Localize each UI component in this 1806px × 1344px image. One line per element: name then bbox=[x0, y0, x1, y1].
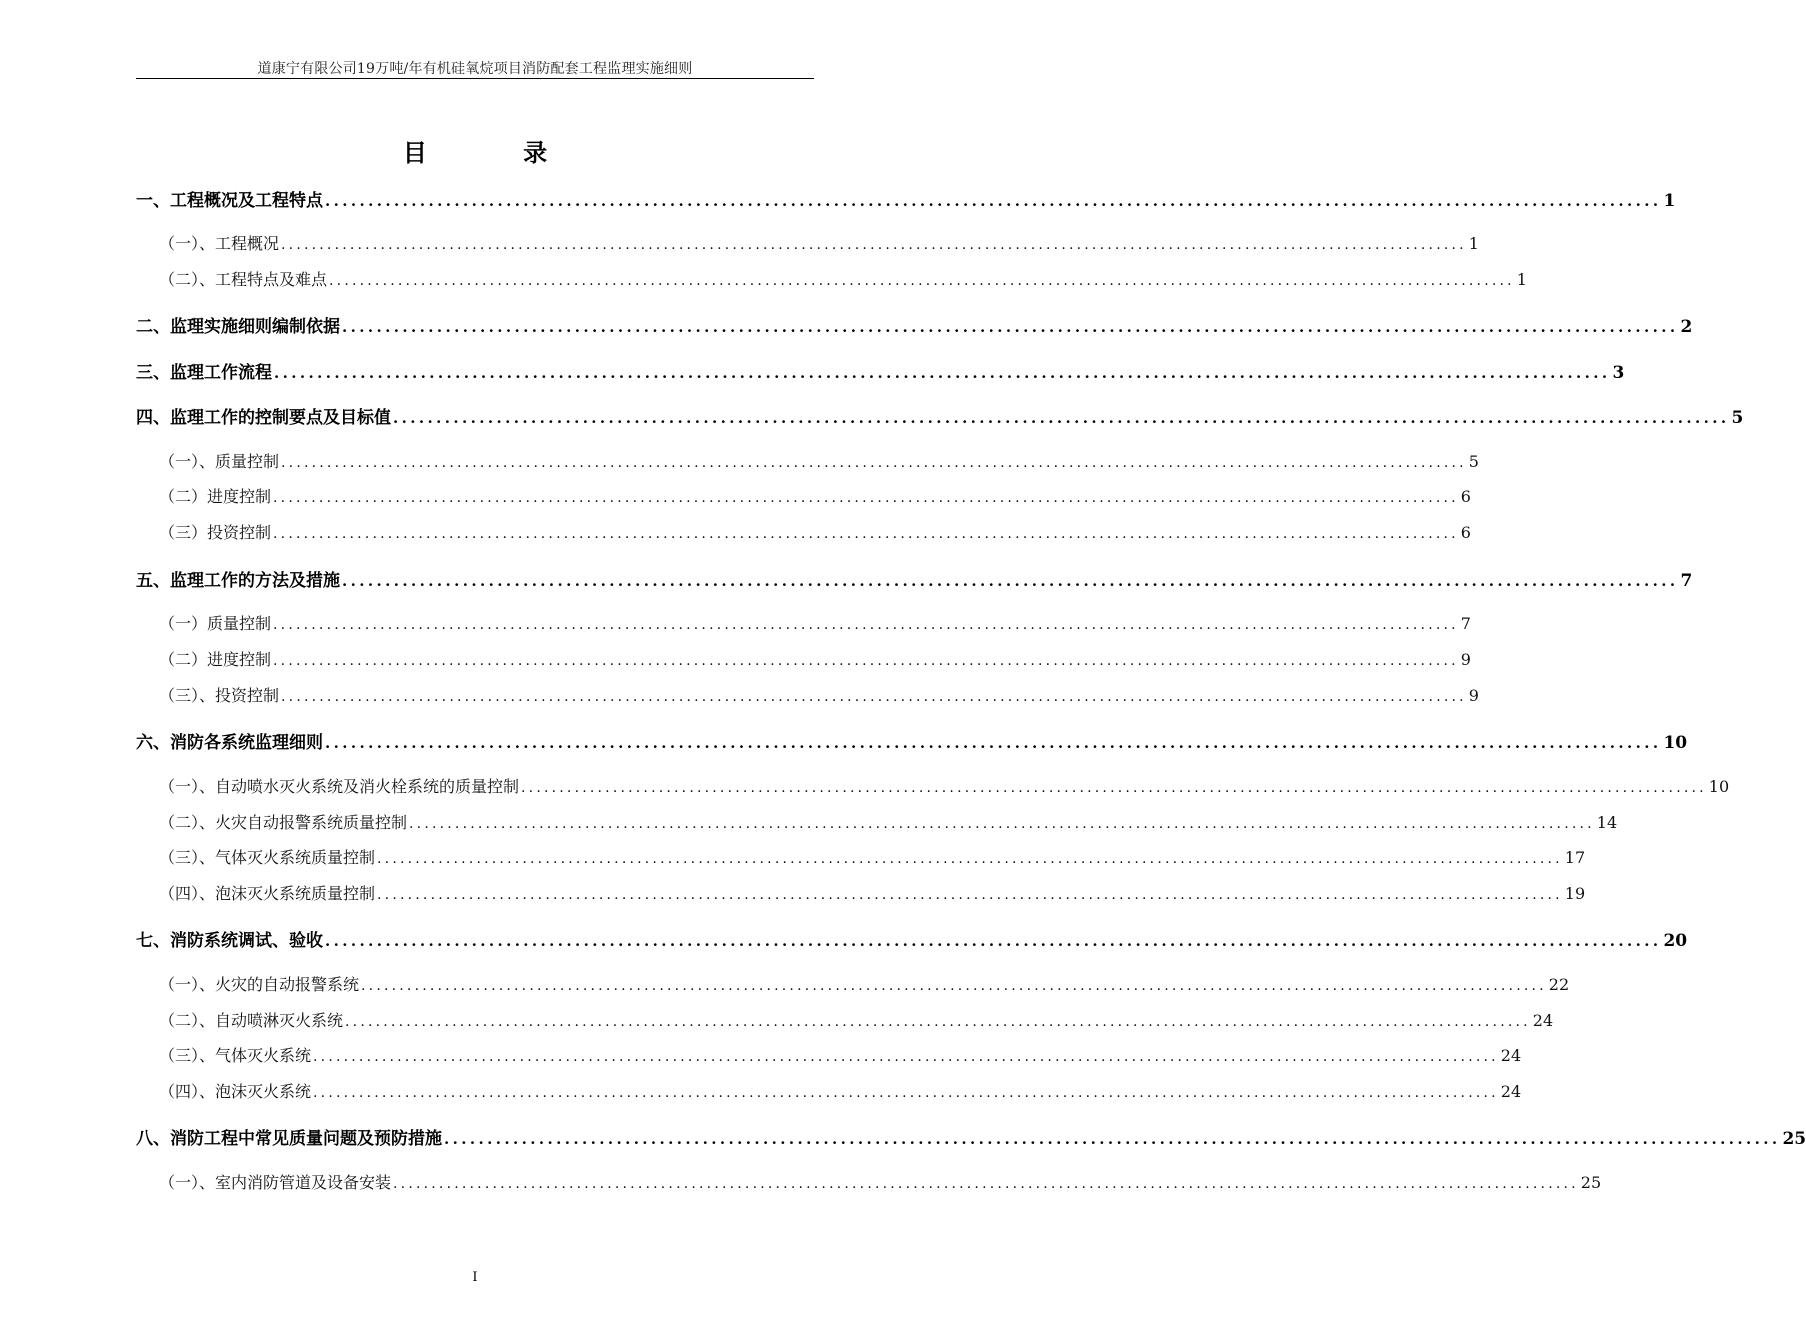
toc-entry-title: （一）、质量控制 bbox=[159, 452, 280, 471]
toc-chapter-entry[interactable] bbox=[136, 403, 1744, 428]
toc-page-number: 9 bbox=[1460, 650, 1471, 669]
toc-section-entry[interactable] bbox=[159, 972, 1570, 996]
toc-dot-leader: ........................................................................................................................................................... bbox=[274, 364, 1611, 382]
toc-section-entry[interactable] bbox=[159, 484, 1471, 508]
toc-dot-leader: ........................................................................................................................................................... bbox=[313, 1049, 1499, 1065]
toc-page-number: 22 bbox=[1548, 975, 1570, 994]
toc-entry-title: 三、监理工作流程 bbox=[136, 363, 272, 383]
toc-dot-leader: ........................................................................................................................................................... bbox=[273, 490, 1459, 506]
toc-entry-title: （四）、泡沫灭火系统 bbox=[159, 1082, 312, 1101]
toc-dot-leader: ........................................................................................................................................................... bbox=[273, 526, 1459, 542]
toc-page-number: 25 bbox=[1580, 1173, 1602, 1192]
toc-entry-title: 五、监理工作的方法及措施 bbox=[136, 571, 340, 591]
toc-section-entry[interactable] bbox=[159, 1043, 1522, 1067]
toc-page-number: 6 bbox=[1460, 487, 1471, 506]
toc-dot-leader: ........................................................................................................................................................... bbox=[329, 273, 1515, 289]
toc-page-number: 7 bbox=[1460, 614, 1471, 633]
toc-entry-title: （三）投资控制 bbox=[159, 523, 272, 542]
header-rule bbox=[136, 78, 814, 79]
toc-page-number: 17 bbox=[1564, 848, 1586, 867]
toc-section-entry[interactable] bbox=[159, 881, 1586, 905]
toc-entry-title: （四）、泡沫灭火系统质量控制 bbox=[159, 884, 376, 903]
toc-section-entry[interactable] bbox=[159, 647, 1471, 671]
toc-section-entry[interactable] bbox=[159, 810, 1618, 834]
toc-entry-title: （一）、工程概况 bbox=[159, 234, 280, 253]
toc-page-number: 24 bbox=[1500, 1046, 1522, 1065]
toc-entry-title: 六、消防各系统监理细则 bbox=[136, 733, 323, 753]
toc-page-number: 24 bbox=[1500, 1082, 1522, 1101]
toc-chapter-entry[interactable] bbox=[136, 358, 1625, 383]
toc-entry-title: （二）进度控制 bbox=[159, 650, 272, 669]
toc-dot-leader: ........................................................................................................................................................... bbox=[273, 617, 1459, 633]
toc-page-number: 10 bbox=[1663, 733, 1688, 753]
toc-dot-leader: ........................................................................................................................................................... bbox=[377, 887, 1563, 903]
toc-section-entry[interactable] bbox=[159, 845, 1586, 869]
toc-page-number: 14 bbox=[1596, 813, 1618, 832]
toc-dot-leader: ........................................................................................................................................................... bbox=[325, 192, 1662, 210]
toc-entry-title: 八、消防工程中常见质量问题及预防措施 bbox=[136, 1129, 442, 1149]
toc-entry-title: 一、工程概况及工程特点 bbox=[136, 191, 323, 211]
toc-dot-leader: ........................................................................................................................................................... bbox=[361, 978, 1547, 994]
toc-section-entry[interactable] bbox=[159, 520, 1471, 544]
toc-dot-leader: ........................................................................................................................................................... bbox=[393, 409, 1730, 427]
page-footer-number: I bbox=[472, 1270, 478, 1285]
toc-page-number: 10 bbox=[1708, 777, 1730, 796]
toc-section-entry[interactable] bbox=[159, 683, 1479, 707]
toc-page-number: 2 bbox=[1680, 317, 1693, 337]
toc-entry-title: （二）、工程特点及难点 bbox=[159, 270, 328, 289]
toc-entry-title: 二、监理实施细则编制依据 bbox=[136, 317, 340, 337]
toc-page-number: 5 bbox=[1468, 452, 1479, 471]
toc-page-number: 3 bbox=[1612, 363, 1625, 383]
toc-dot-leader: ........................................................................................................................................................... bbox=[342, 318, 1679, 336]
toc-chapter-entry[interactable] bbox=[136, 926, 1688, 951]
toc-dot-leader: ........................................................................................................................................................... bbox=[281, 237, 1467, 253]
toc-section-entry[interactable] bbox=[159, 267, 1527, 291]
toc-chapter-entry[interactable] bbox=[136, 728, 1688, 753]
toc-dot-leader: ........................................................................................................................................................... bbox=[393, 1176, 1579, 1192]
toc-entry-title: （一）、自动喷水灭火系统及消火栓系统的质量控制 bbox=[159, 777, 520, 796]
toc-entry-title: （二）、火灾自动报警系统质量控制 bbox=[159, 813, 408, 832]
toc-dot-leader: ........................................................................................................................................................... bbox=[281, 455, 1467, 471]
toc-section-entry[interactable] bbox=[159, 774, 1730, 798]
toc-entry-title: 四、监理工作的控制要点及目标值 bbox=[136, 408, 391, 428]
toc-page-number: 9 bbox=[1468, 686, 1479, 705]
toc-dot-leader: ........................................................................................................................................................... bbox=[325, 932, 1662, 950]
toc-dot-leader: ........................................................................................................................................................... bbox=[313, 1085, 1499, 1101]
toc-page-number: 1 bbox=[1663, 191, 1676, 211]
toc-entry-title: 七、消防系统调试、验收 bbox=[136, 931, 323, 951]
toc-section-entry[interactable] bbox=[159, 611, 1471, 635]
page-header: 道康宁有限公司19万吨/年有机硅氧烷项目消防配套工程监理实施细则 bbox=[257, 61, 693, 77]
toc-entry-title: （三）、投资控制 bbox=[159, 686, 280, 705]
toc-section-entry[interactable] bbox=[159, 449, 1479, 473]
toc-page-number: 19 bbox=[1564, 884, 1586, 903]
toc-page-number: 20 bbox=[1663, 931, 1688, 951]
toc-section-entry[interactable] bbox=[159, 1079, 1522, 1103]
toc-entry-title: （二）、自动喷淋灭火系统 bbox=[159, 1011, 344, 1030]
toc-entry-title: （二）进度控制 bbox=[159, 487, 272, 506]
toc-page-number: 24 bbox=[1532, 1011, 1554, 1030]
toc-page-number: 7 bbox=[1680, 571, 1693, 591]
toc-dot-leader: ........................................................................................................................................................... bbox=[521, 780, 1707, 796]
toc-page-number: 25 bbox=[1782, 1129, 1806, 1149]
toc-dot-leader: ........................................................................................................................................................... bbox=[409, 816, 1595, 832]
toc-entry-title: （一）质量控制 bbox=[159, 614, 272, 633]
toc-section-entry[interactable] bbox=[159, 231, 1479, 255]
toc-chapter-entry[interactable] bbox=[136, 312, 1693, 337]
toc-page-number: 1 bbox=[1468, 234, 1479, 253]
toc-chapter-entry[interactable] bbox=[136, 186, 1676, 211]
toc-chapter-entry[interactable] bbox=[136, 566, 1693, 591]
toc-entry-title: （三）、气体灭火系统质量控制 bbox=[159, 848, 376, 867]
toc-dot-leader: ........................................................................................................................................................... bbox=[273, 653, 1459, 669]
toc-title: 目 录 bbox=[402, 138, 592, 167]
toc-page-number: 1 bbox=[1516, 270, 1527, 289]
toc-section-entry[interactable] bbox=[159, 1170, 1602, 1194]
toc-entry-title: （一）、室内消防管道及设备安装 bbox=[159, 1173, 392, 1192]
toc-chapter-entry[interactable] bbox=[136, 1124, 1806, 1149]
toc-page-number: 6 bbox=[1460, 523, 1471, 542]
toc-dot-leader: ........................................................................................................................................................... bbox=[444, 1130, 1781, 1148]
toc-entry-title: （一）、火灾的自动报警系统 bbox=[159, 975, 360, 994]
toc-entry-title: （三）、气体灭火系统 bbox=[159, 1046, 312, 1065]
toc-dot-leader: ........................................................................................................................................................... bbox=[342, 572, 1679, 590]
toc-dot-leader: ........................................................................................................................................................... bbox=[281, 689, 1467, 705]
toc-page-number: 5 bbox=[1731, 408, 1744, 428]
toc-section-entry[interactable] bbox=[159, 1008, 1554, 1032]
toc-dot-leader: ........................................................................................................................................................... bbox=[325, 734, 1662, 752]
toc-dot-leader: ........................................................................................................................................................... bbox=[345, 1014, 1531, 1030]
toc-dot-leader: ........................................................................................................................................................... bbox=[377, 851, 1563, 867]
